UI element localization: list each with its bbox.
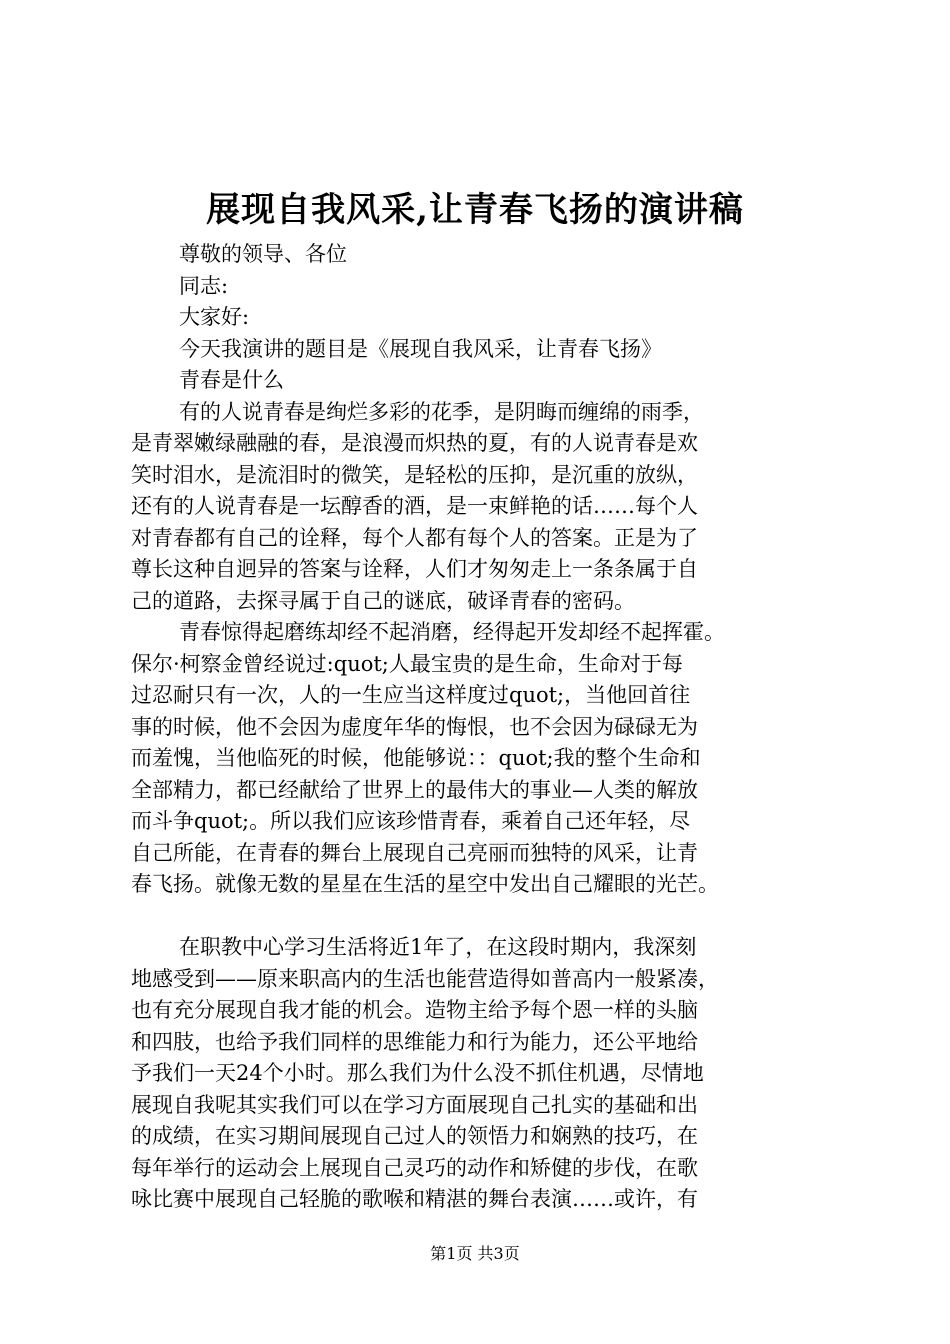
paragraph-3-line: 地感受到——原来职高内的生活也能营造得如普高内一般紧凑， — [131, 966, 719, 991]
paragraph-3-line: 也有充分展现自我才能的机会。造物主给予每个恩一样的头脑 — [131, 998, 698, 1022]
paragraph-1-line: 尊长这种自迥异的答案与诠释，人们才匆匆走上一条条属于自 — [131, 557, 698, 581]
text-line-question: 青春是什么 — [179, 368, 284, 392]
paragraph-2-line: 全部精力，都已经献给了世界上的最伟大的事业—人类的解放 — [131, 777, 698, 802]
paragraph-2-line: 事的时候，他不会因为虚度年华的悔恨，也不会因为碌碌无为 — [131, 714, 698, 739]
page-number-footer: 第1页 共3页 — [430, 1244, 520, 1263]
paragraph-3-line: 在职教中心学习生活将近1年了，在这段时期内，我深刻 — [179, 935, 697, 959]
text-line-greeting-2: 同志: — [179, 273, 229, 298]
paragraph-2-line: 过忍耐只有一次，人的一生应当这样度过quot;，当他回首往 — [131, 683, 691, 707]
paragraph-3-line: 和四肢，也给予我们同样的思维能力和行为能力，还公平地给 — [131, 1029, 698, 1054]
paragraph-1-line: 是青翠嫩绿融融的春，是浪漫而炽热的夏，有的人说青春是欢 — [131, 431, 698, 455]
paragraph-2-line: 而斗争quot;。所以我们应该珍惜青春，乘着自己还年轻，尽 — [131, 809, 691, 833]
paragraph-1-line: 笑时泪水，是流泪时的微笑，是轻松的压抑，是沉重的放纵， — [131, 462, 698, 487]
paragraph-3-line: 的成绩，在实习期间展现自己过人的领悟力和娴熟的技巧，在 — [131, 1124, 698, 1148]
paragraph-2-line: 青春惊得起磨练却经不起消磨，经得起开发却经不起挥霍。 — [179, 620, 725, 644]
paragraph-2-line: 自己所能，在青春的舞台上展现自己亮丽而独特的风采，让青 — [131, 840, 698, 865]
paragraph-1-line: 对青春都有自己的诠释，每个人都有每个人的答案。正是为了 — [131, 525, 698, 550]
paragraph-3-line: 每年举行的运动会上展现自己灵巧的动作和矫健的步伐，在歌 — [131, 1155, 698, 1180]
blank-line — [131, 901, 831, 933]
text-line-topic: 今天我演讲的题目是《展现自我风采，让青春飞扬》 — [179, 336, 662, 361]
paragraph-2-line: 保尔·柯察金曾经说过:quot;人最宝贵的是生命，生命对于每 — [131, 651, 683, 676]
text-line-greeting-3: 大家好: — [179, 305, 250, 329]
document-title: 展现自我风采,让青春飞扬的演讲稿 — [206, 190, 744, 230]
paragraph-3-line: 予我们一天24个小时。那么我们为什么没不抓住机遇，尽情地 — [131, 1061, 704, 1085]
paragraph-2-line: 春飞扬。就像无数的星星在生活的星空中发出自己耀眼的光芒。 — [131, 872, 719, 896]
paragraph-1-line: 有的人说青春是绚烂多彩的花季，是阴晦而缠绵的雨季， — [179, 399, 704, 424]
paragraph-3-line: 咏比赛中展现自己轻脆的歌喉和精湛的舞台表演……或许，有 — [131, 1187, 698, 1211]
text-line-greeting-1: 尊敬的领导、各位 — [179, 242, 347, 266]
paragraph-1-line: 还有的人说青春是一坛醇香的酒，是一束鲜艳的话……每个人 — [131, 494, 698, 518]
document-body — [131, 239, 831, 1216]
paragraph-1-line: 己的道路，去探寻属于自己的谜底，破译青春的密码。 — [131, 588, 635, 613]
paragraph-2-line: 而羞愧，当他临死的时候，他能够说：：quot;我的整个生命和 — [131, 746, 701, 770]
paragraph-3-line: 展现自我呢其实我们可以在学习方面展现自己扎实的基础和出 — [131, 1092, 698, 1117]
